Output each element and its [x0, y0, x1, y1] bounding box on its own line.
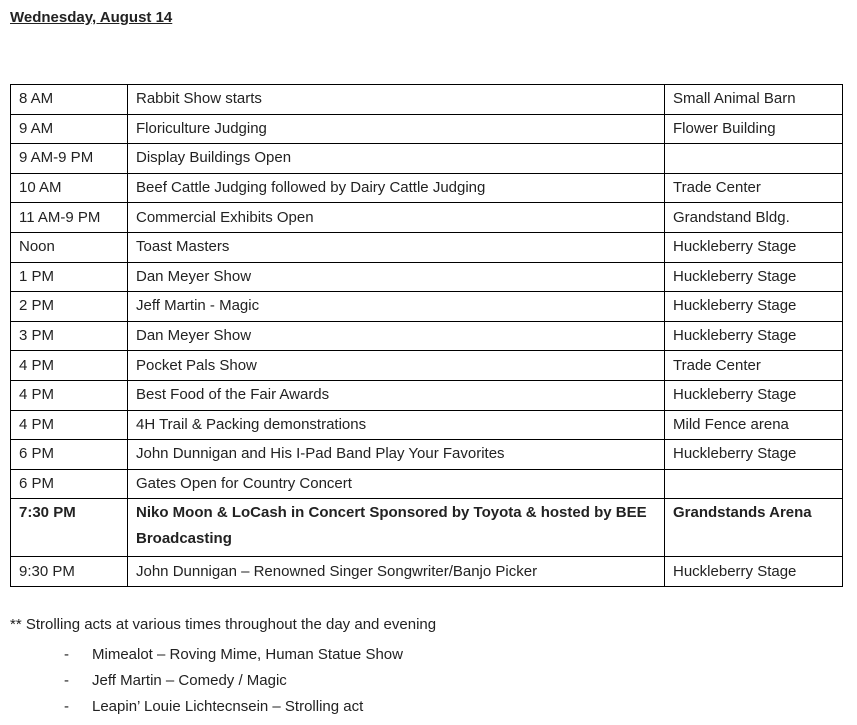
time-cell: 7:30 PM — [11, 499, 128, 557]
event-cell: Commercial Exhibits Open — [128, 203, 665, 233]
location-cell: Huckleberry Stage — [665, 557, 843, 587]
table-row — [11, 173, 843, 203]
time-cell: 6 PM — [11, 440, 128, 470]
location-cell: Huckleberry Stage — [665, 321, 843, 351]
table-row — [11, 410, 843, 440]
time-cell: Noon — [11, 232, 128, 262]
table-row — [11, 232, 843, 262]
event-cell: Toast Masters — [128, 232, 665, 262]
table-row — [11, 292, 843, 322]
act-text: Mimealot – Roving Mime, Human Statue Show — [92, 646, 403, 663]
time-cell: 1 PM — [11, 262, 128, 292]
page-date-heading: Wednesday, August 14 — [10, 9, 173, 26]
strolling-acts-notes — [10, 614, 436, 720]
time-cell: 3 PM — [11, 321, 128, 351]
location-cell: Flower Building — [665, 114, 843, 144]
list-dash: - — [64, 646, 69, 663]
time-cell: 8 AM — [11, 85, 128, 115]
table-row — [11, 85, 843, 115]
time-cell: 4 PM — [11, 351, 128, 381]
time-cell: 11 AM-9 PM — [11, 203, 128, 233]
event-cell: Niko Moon & LoCash in Concert Sponsored by Toyota & hosted by BEE Broadcasting — [128, 499, 665, 557]
time-cell: 10 AM — [11, 173, 128, 203]
table-row — [11, 440, 843, 470]
event-cell: Dan Meyer Show — [128, 321, 665, 351]
time-cell: 2 PM — [11, 292, 128, 322]
location-cell: Huckleberry Stage — [665, 262, 843, 292]
location-cell — [665, 144, 843, 174]
time-cell: 4 PM — [11, 410, 128, 440]
list-dash: - — [64, 672, 69, 689]
location-cell: Huckleberry Stage — [665, 440, 843, 470]
time-cell: 9:30 PM — [11, 557, 128, 587]
act-text: Jeff Martin – Comedy / Magic — [92, 672, 287, 689]
strolling-acts-list — [10, 642, 436, 720]
table-row — [11, 262, 843, 292]
event-cell: Jeff Martin - Magic — [128, 292, 665, 322]
time-cell: 9 AM-9 PM — [11, 144, 128, 174]
table-row — [11, 144, 843, 174]
time-cell: 4 PM — [11, 380, 128, 410]
event-cell: Gates Open for Country Concert — [128, 469, 665, 499]
event-cell: 4H Trail & Packing demonstrations — [128, 410, 665, 440]
notes-title: ** Strolling acts at various times throughout the day and evening — [10, 616, 437, 633]
list-item — [10, 642, 436, 668]
event-cell: Floriculture Judging — [128, 114, 665, 144]
location-cell: Trade Center — [665, 173, 843, 203]
list-item — [10, 668, 436, 694]
table-row — [11, 499, 843, 557]
list-dash: - — [64, 698, 69, 715]
list-item — [10, 694, 436, 720]
table-row — [11, 114, 843, 144]
table-row — [11, 469, 843, 499]
time-cell: 9 AM — [11, 114, 128, 144]
location-cell: Mild Fence arena — [665, 410, 843, 440]
location-cell: Huckleberry Stage — [665, 380, 843, 410]
location-cell: Huckleberry Stage — [665, 232, 843, 262]
event-cell: John Dunnigan and His I-Pad Band Play Your Favorites — [128, 440, 665, 470]
table-row — [11, 557, 843, 587]
table-row — [11, 380, 843, 410]
table-row — [11, 203, 843, 233]
event-cell: Display Buildings Open — [128, 144, 665, 174]
table-row — [11, 351, 843, 381]
schedule-table — [10, 84, 843, 587]
event-cell: Rabbit Show starts — [128, 85, 665, 115]
event-cell: John Dunnigan – Renowned Singer Songwriter/Banjo Picker — [128, 557, 665, 587]
act-text: Leapin’ Louie Lichtecnsein – Strolling act — [92, 698, 364, 715]
location-cell: Grandstand Bldg. — [665, 203, 843, 233]
event-cell: Dan Meyer Show — [128, 262, 665, 292]
location-cell: Trade Center — [665, 351, 843, 381]
table-row — [11, 321, 843, 351]
event-cell: Beef Cattle Judging followed by Dairy Cattle Judging — [128, 173, 665, 203]
location-cell: Grandstands Arena — [665, 499, 843, 557]
location-cell: Huckleberry Stage — [665, 292, 843, 322]
time-cell: 6 PM — [11, 469, 128, 499]
event-cell: Pocket Pals Show — [128, 351, 665, 381]
event-cell: Best Food of the Fair Awards — [128, 380, 665, 410]
location-cell: Small Animal Barn — [665, 85, 843, 115]
location-cell — [665, 469, 843, 499]
